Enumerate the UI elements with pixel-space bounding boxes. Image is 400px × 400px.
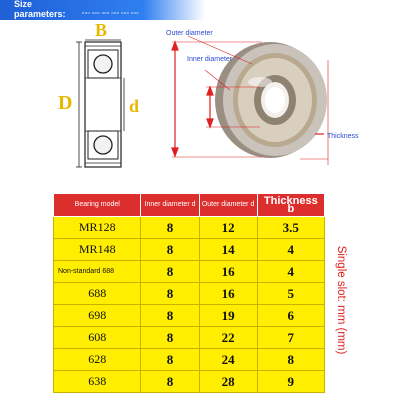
- cell-outer: 12: [199, 217, 257, 239]
- cell-inner: 8: [141, 261, 199, 283]
- cell-outer: 19: [199, 305, 257, 327]
- col-bearing-model: Bearing model: [54, 194, 141, 217]
- banner-title-line2: parameters:: [14, 9, 66, 19]
- cell-model: 628: [54, 349, 141, 371]
- inner-diameter-label: Inner diameter: [187, 56, 233, 63]
- col-inner-diameter: Inner diameter d: [141, 194, 199, 217]
- dimension-label-outer-d: D: [58, 92, 73, 114]
- cell-inner: 8: [141, 371, 199, 393]
- col-outer-diameter: Outer diameter d: [199, 194, 257, 217]
- cell-thickness: 3.5: [257, 217, 324, 239]
- cell-model: 608: [54, 327, 141, 349]
- dimension-label-b: B: [95, 20, 108, 40]
- table-row: [54, 349, 325, 371]
- cell-inner: 8: [141, 327, 199, 349]
- cell-model: MR128: [54, 217, 141, 239]
- cell-thickness: 8: [257, 349, 324, 371]
- cell-inner: 8: [141, 239, 199, 261]
- cell-outer: 24: [199, 349, 257, 371]
- cell-thickness: 4: [257, 261, 324, 283]
- cell-outer: 16: [199, 283, 257, 305]
- cell-model: 688: [54, 283, 141, 305]
- cell-inner: 8: [141, 305, 199, 327]
- cell-outer: 14: [199, 239, 257, 261]
- banner-title-line1: Size: [14, 0, 33, 9]
- cell-model: 638: [54, 371, 141, 393]
- cell-outer: 28: [199, 371, 257, 393]
- cell-model: 698: [54, 305, 141, 327]
- cell-model: Non-standard 688: [54, 261, 141, 283]
- table-row: [54, 261, 325, 283]
- cell-thickness: 7: [257, 327, 324, 349]
- unit-side-note: [328, 220, 354, 380]
- table-row: [54, 239, 325, 261]
- cell-outer: 22: [199, 327, 257, 349]
- cell-thickness: 4: [257, 239, 324, 261]
- cell-inner: 8: [141, 349, 199, 371]
- cell-thickness: 9: [257, 371, 324, 393]
- thickness-label: Thickness: [327, 133, 359, 140]
- table-row: [54, 283, 325, 305]
- table-row: [54, 217, 325, 239]
- table-row: [54, 371, 325, 393]
- cell-thickness: 6: [257, 305, 324, 327]
- table-header-row: [54, 194, 325, 217]
- cell-outer: 16: [199, 261, 257, 283]
- unit-side-note-text: Single slot: mm (mm): [335, 245, 347, 355]
- dimension-label-inner-d: d: [129, 96, 140, 116]
- bearing-spec-table: [53, 193, 325, 393]
- outer-diameter-label: Outer diameter: [166, 30, 213, 37]
- cell-thickness: 5: [257, 283, 324, 305]
- cell-model: MR148: [54, 239, 141, 261]
- banner-watermark: ooo ooo ooo ooo ooo ooo: [82, 10, 140, 15]
- col-thickness: Thickness b: [257, 194, 324, 217]
- cell-inner: 8: [141, 217, 199, 239]
- table-row: [54, 305, 325, 327]
- cross-section-drawing: [76, 40, 124, 167]
- cell-inner: 8: [141, 283, 199, 305]
- table-row: [54, 327, 325, 349]
